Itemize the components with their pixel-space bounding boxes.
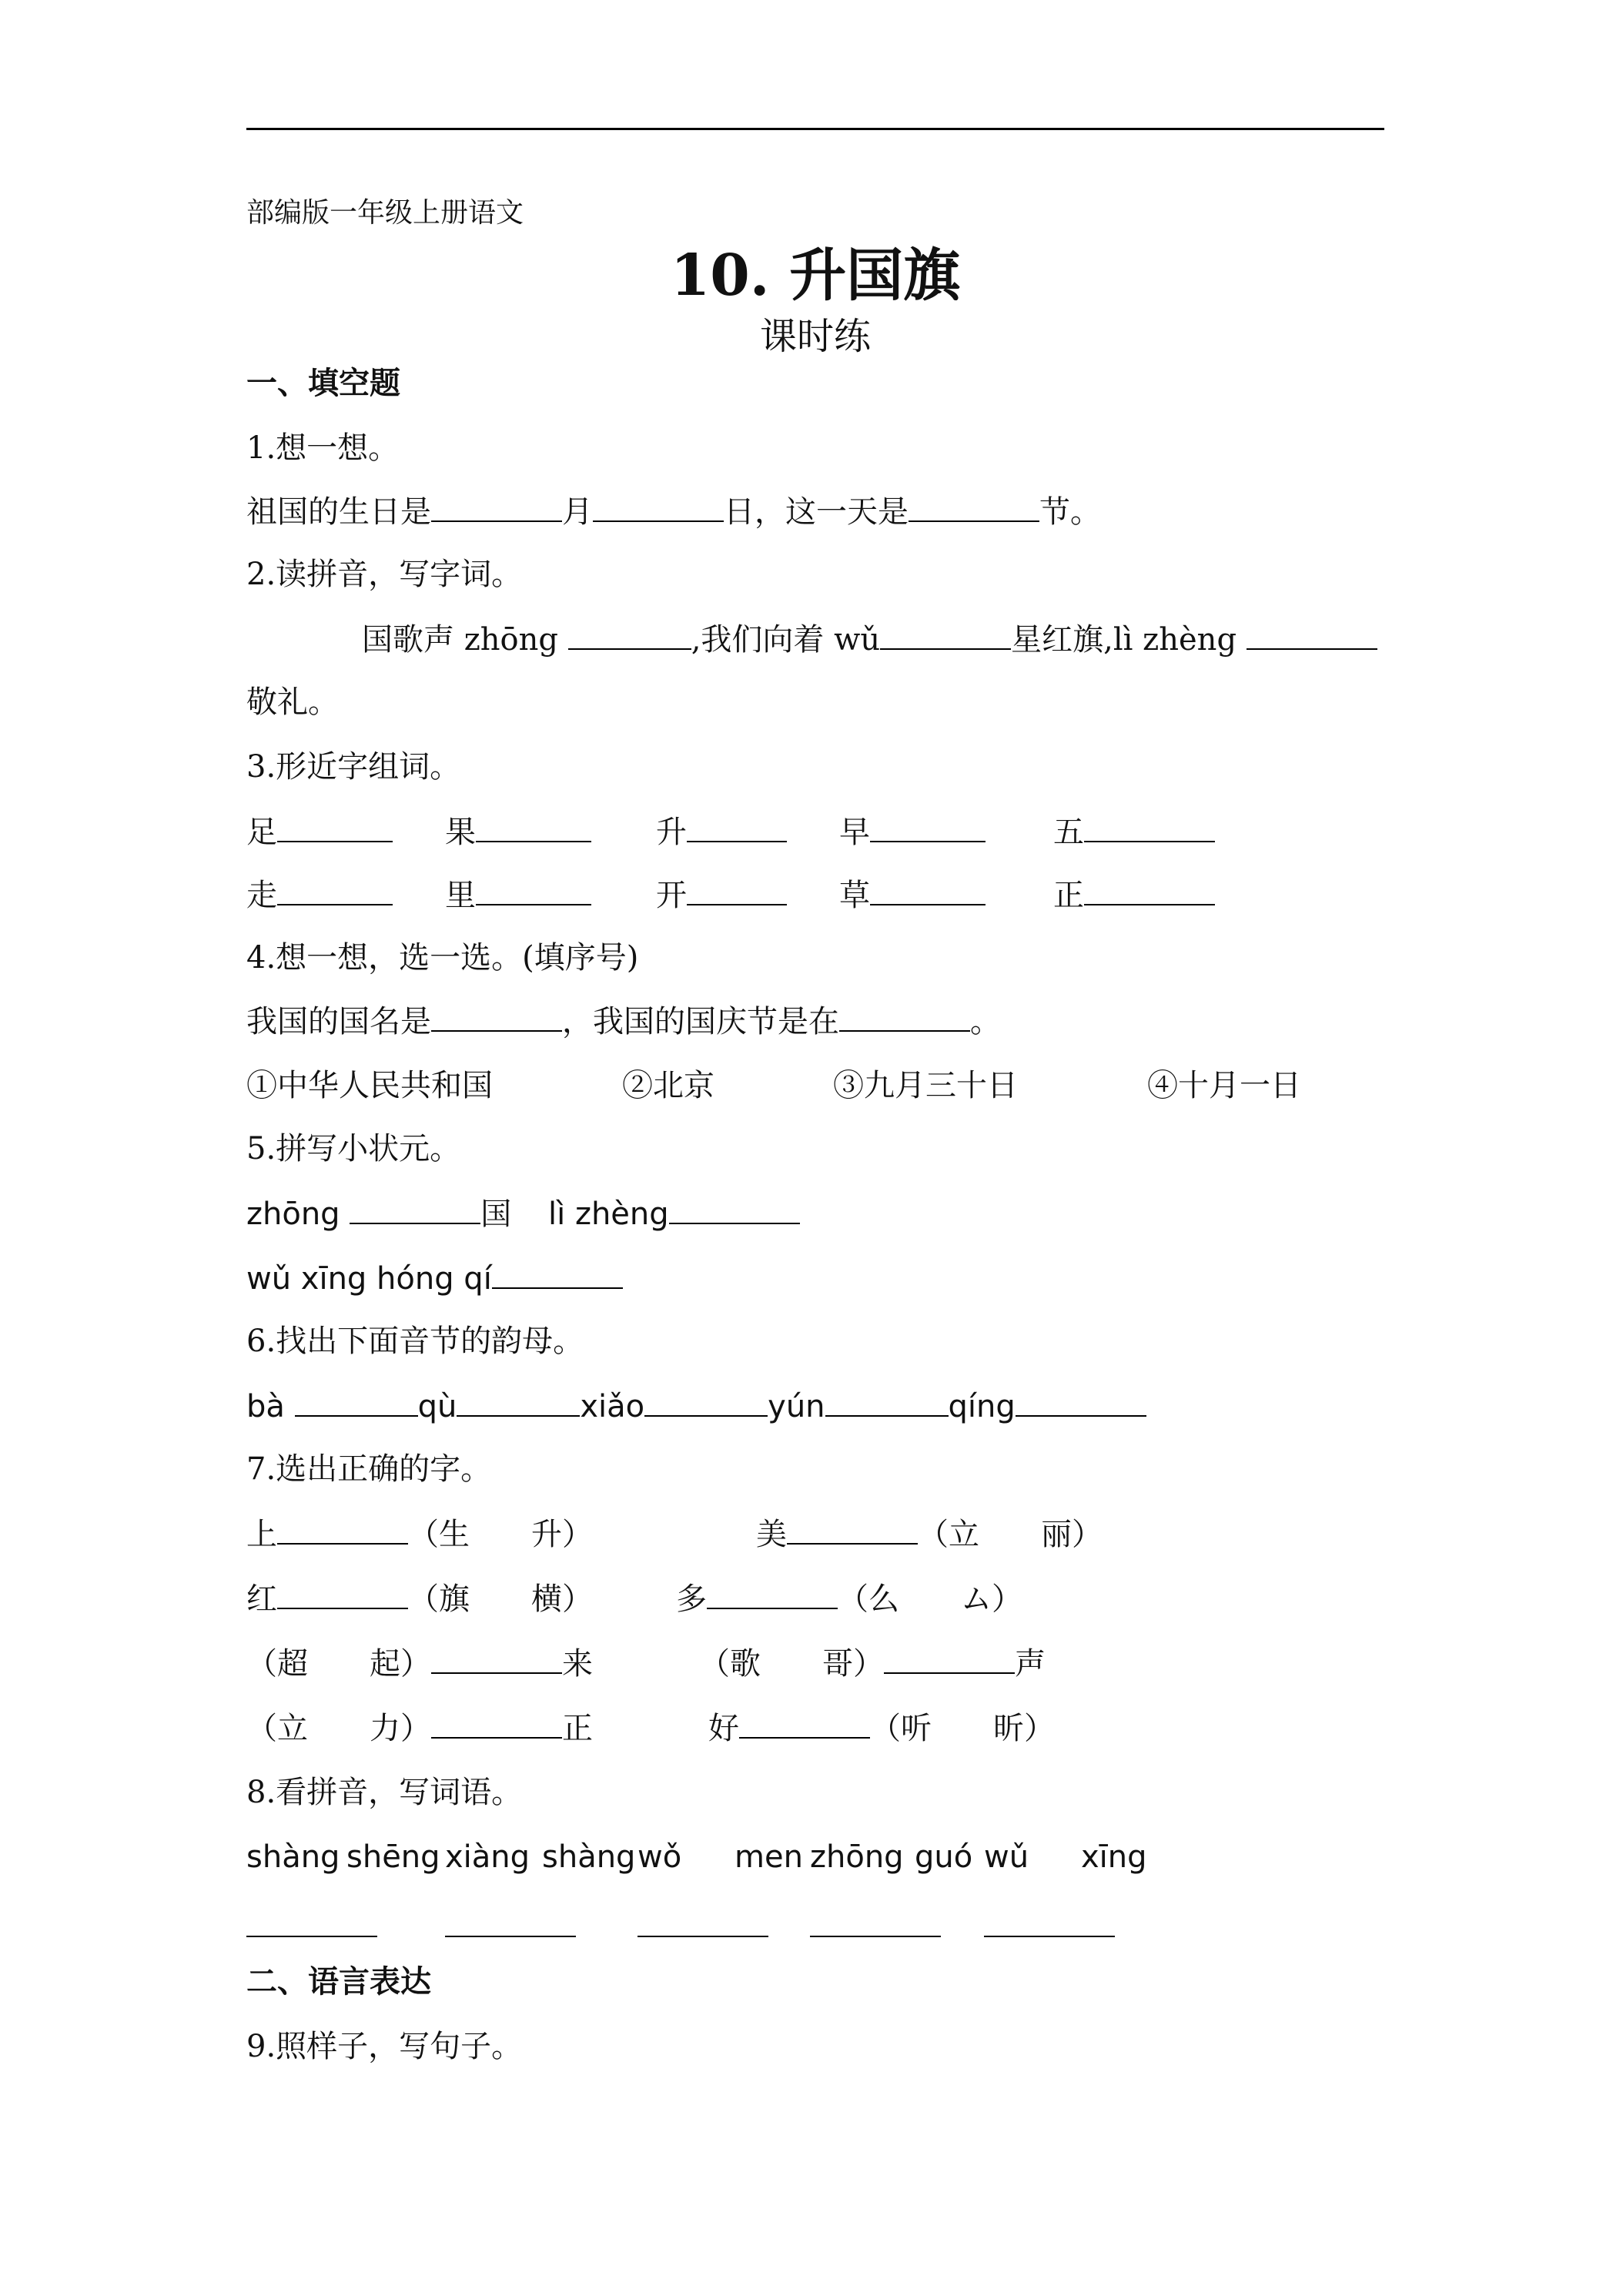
q1-text-2: 月: [562, 494, 593, 530]
q6-syllable: qíng: [948, 1389, 1016, 1424]
q7-choices: （听 昕）: [870, 1711, 1055, 1746]
q3-blank[interactable]: [476, 810, 591, 842]
q7-text: 上: [246, 1517, 277, 1552]
q2-text-2: ,我们向着 wǔ: [691, 622, 881, 658]
q4-text-1: 我国的国名是: [246, 1004, 431, 1039]
question-7-row-4: [246, 1706, 1384, 1749]
question-6-label: 6.找出下面音节的韵母。: [246, 1324, 584, 1359]
q5-pinyin: zhōng: [246, 1197, 340, 1232]
q6-blank[interactable]: [295, 1384, 418, 1417]
q6-syllable: yún: [768, 1389, 825, 1424]
question-1-line: [246, 490, 1384, 533]
q3-blank[interactable]: [687, 810, 787, 842]
q7-text: 声: [1015, 1646, 1046, 1682]
q2-text-1: 国歌声 zhōng: [362, 622, 558, 658]
q1-text-3: 日，这一天是: [724, 494, 909, 530]
q1-text-4: 节。: [1039, 494, 1101, 530]
q4-option: ④十月一日: [1147, 1068, 1301, 1103]
q7-text: 多: [676, 1581, 707, 1617]
question-8-pinyin-line: [246, 1836, 1384, 1879]
question-4-label: 4.想一想，选一选。(填序号): [246, 940, 639, 976]
q7-choices: （么 ム）: [838, 1581, 1022, 1617]
q7-choices: （立 丽）: [918, 1517, 1103, 1552]
question-7-row-3: [246, 1642, 1384, 1685]
q7-choices: （旗 横）: [408, 1581, 593, 1617]
q8-pinyin: xiàng: [445, 1839, 530, 1875]
q7-blank[interactable]: [277, 1577, 408, 1609]
question-5-line-1: [246, 1192, 1384, 1235]
q4-option: ①中华人民共和国: [246, 1068, 493, 1103]
q8-pinyin: shàng: [542, 1839, 636, 1875]
q2-blank-2[interactable]: [880, 618, 1011, 650]
q3-char: 五: [1053, 815, 1084, 850]
q4-text-3: 。: [970, 1004, 1001, 1039]
q3-char: 草: [839, 878, 870, 913]
question-5-label: 5.拼写小状元。: [246, 1131, 461, 1166]
question-7-row-1: [246, 1512, 1384, 1555]
q6-blank[interactable]: [1016, 1384, 1146, 1417]
q6-blank[interactable]: [644, 1384, 768, 1417]
q7-choices: （立 力）: [246, 1711, 431, 1746]
q5-pinyin: wǔ xīng hóng qí: [246, 1261, 492, 1297]
q1-blank-month[interactable]: [431, 490, 562, 522]
q8-blank[interactable]: [445, 1905, 576, 1937]
q3-blank[interactable]: [277, 810, 393, 842]
page-title: 10. 升国旗: [670, 243, 961, 309]
q3-char: 里: [445, 878, 476, 913]
q3-blank[interactable]: [870, 810, 986, 842]
q2-blank-1[interactable]: [568, 618, 691, 650]
q2-text-4: 敬礼。: [246, 684, 339, 720]
question-8-answer-line: [246, 1905, 1384, 1948]
question-1-label: 1.想一想。: [246, 430, 400, 466]
q3-char: 升: [656, 815, 687, 850]
q3-char: 开: [656, 878, 687, 913]
q6-blank[interactable]: [457, 1384, 580, 1417]
q2-text-3: 星红旗,lì zhèng: [1011, 622, 1237, 658]
q7-blank[interactable]: [431, 1706, 562, 1739]
q8-pinyin: shēng: [346, 1839, 440, 1875]
q1-blank-day[interactable]: [593, 490, 724, 522]
q6-syllable: xiǎo: [580, 1389, 645, 1424]
q2-blank-3[interactable]: [1247, 618, 1377, 650]
q7-text: 好: [708, 1711, 739, 1746]
q4-text-2: ，我国的国庆节是在: [562, 1004, 839, 1039]
q7-blank[interactable]: [787, 1512, 918, 1545]
q5-blank[interactable]: [492, 1257, 623, 1289]
q3-blank[interactable]: [1084, 810, 1215, 842]
q3-blank[interactable]: [277, 873, 393, 905]
question-3-row-1: [246, 810, 1384, 853]
q3-char: 走: [246, 878, 277, 913]
q5-blank[interactable]: [669, 1192, 800, 1224]
q3-char: 足: [246, 815, 277, 850]
q8-pinyin: wǔ: [984, 1839, 1029, 1875]
q8-pinyin: wǒ: [637, 1839, 682, 1875]
question-6-line: [246, 1384, 1384, 1427]
q8-pinyin: men: [735, 1839, 803, 1875]
series-label: 部编版一年级上册语文: [246, 197, 524, 229]
q8-pinyin: guó: [915, 1839, 973, 1875]
q4-blank-1[interactable]: [431, 999, 562, 1032]
q7-text: 红: [246, 1581, 277, 1617]
q8-blank[interactable]: [637, 1905, 768, 1937]
q8-blank[interactable]: [246, 1905, 377, 1937]
q6-blank[interactable]: [825, 1384, 949, 1417]
q8-blank[interactable]: [810, 1905, 941, 1937]
q3-blank[interactable]: [870, 873, 986, 905]
q7-choices: （生 升）: [408, 1517, 593, 1552]
question-2-line: [362, 618, 1384, 661]
q7-text: 来: [562, 1646, 593, 1682]
question-8-label: 8.看拼音，写词语。: [246, 1775, 523, 1810]
page-subtitle: 课时练: [759, 315, 871, 358]
q5-blank[interactable]: [350, 1192, 480, 1224]
q6-syllable: qù: [417, 1389, 457, 1424]
q8-pinyin: shàng: [246, 1839, 340, 1875]
section-heading-expression: 二、语言表达: [246, 1963, 431, 2000]
question-2-label: 2.读拼音，写字词。: [246, 557, 523, 592]
q3-blank[interactable]: [476, 873, 591, 905]
q3-char: 正: [1053, 878, 1084, 913]
header-rule: [246, 128, 1384, 130]
section-heading-fill-in: 一、填空题: [246, 365, 400, 401]
question-3-label: 3.形近字组词。: [246, 749, 461, 785]
q7-blank[interactable]: [431, 1642, 562, 1674]
q7-text: 正: [562, 1711, 593, 1746]
q7-text: 美: [756, 1517, 787, 1552]
q7-choices: （歌 哥）: [699, 1646, 884, 1682]
q4-blank-2[interactable]: [839, 999, 970, 1032]
q4-option: ③九月三十日: [833, 1068, 1018, 1103]
q3-blank[interactable]: [1084, 873, 1215, 905]
question-3-row-2: [246, 873, 1384, 916]
q7-blank[interactable]: [277, 1512, 408, 1545]
question-4-options: [246, 1064, 1384, 1107]
q5-pinyin: lì zhèng: [548, 1197, 669, 1232]
question-4-line: [246, 999, 1384, 1043]
q3-blank[interactable]: [687, 873, 787, 905]
q8-pinyin: xīng: [1081, 1839, 1147, 1875]
question-9-label: 9.照样子，写句子。: [246, 2029, 523, 2064]
question-5-line-2: [246, 1257, 1384, 1300]
q1-blank-festival[interactable]: [909, 490, 1039, 522]
question-7-label: 7.选出正确的字。: [246, 1451, 492, 1487]
question-7-row-2: [246, 1577, 1384, 1620]
q7-blank[interactable]: [884, 1642, 1015, 1674]
q5-char: 国: [480, 1197, 512, 1232]
q7-blank[interactable]: [739, 1706, 870, 1739]
q7-choices: （超 起）: [246, 1646, 431, 1682]
q1-text-1: 祖国的生日是: [246, 494, 431, 530]
q3-char: 果: [445, 815, 476, 850]
q4-option: ②北京: [622, 1068, 714, 1103]
q8-pinyin: zhōng: [810, 1839, 904, 1875]
q8-blank[interactable]: [984, 1905, 1115, 1937]
q7-blank[interactable]: [707, 1577, 838, 1609]
q6-syllable: bà: [246, 1389, 285, 1424]
q3-char: 早: [839, 815, 870, 850]
